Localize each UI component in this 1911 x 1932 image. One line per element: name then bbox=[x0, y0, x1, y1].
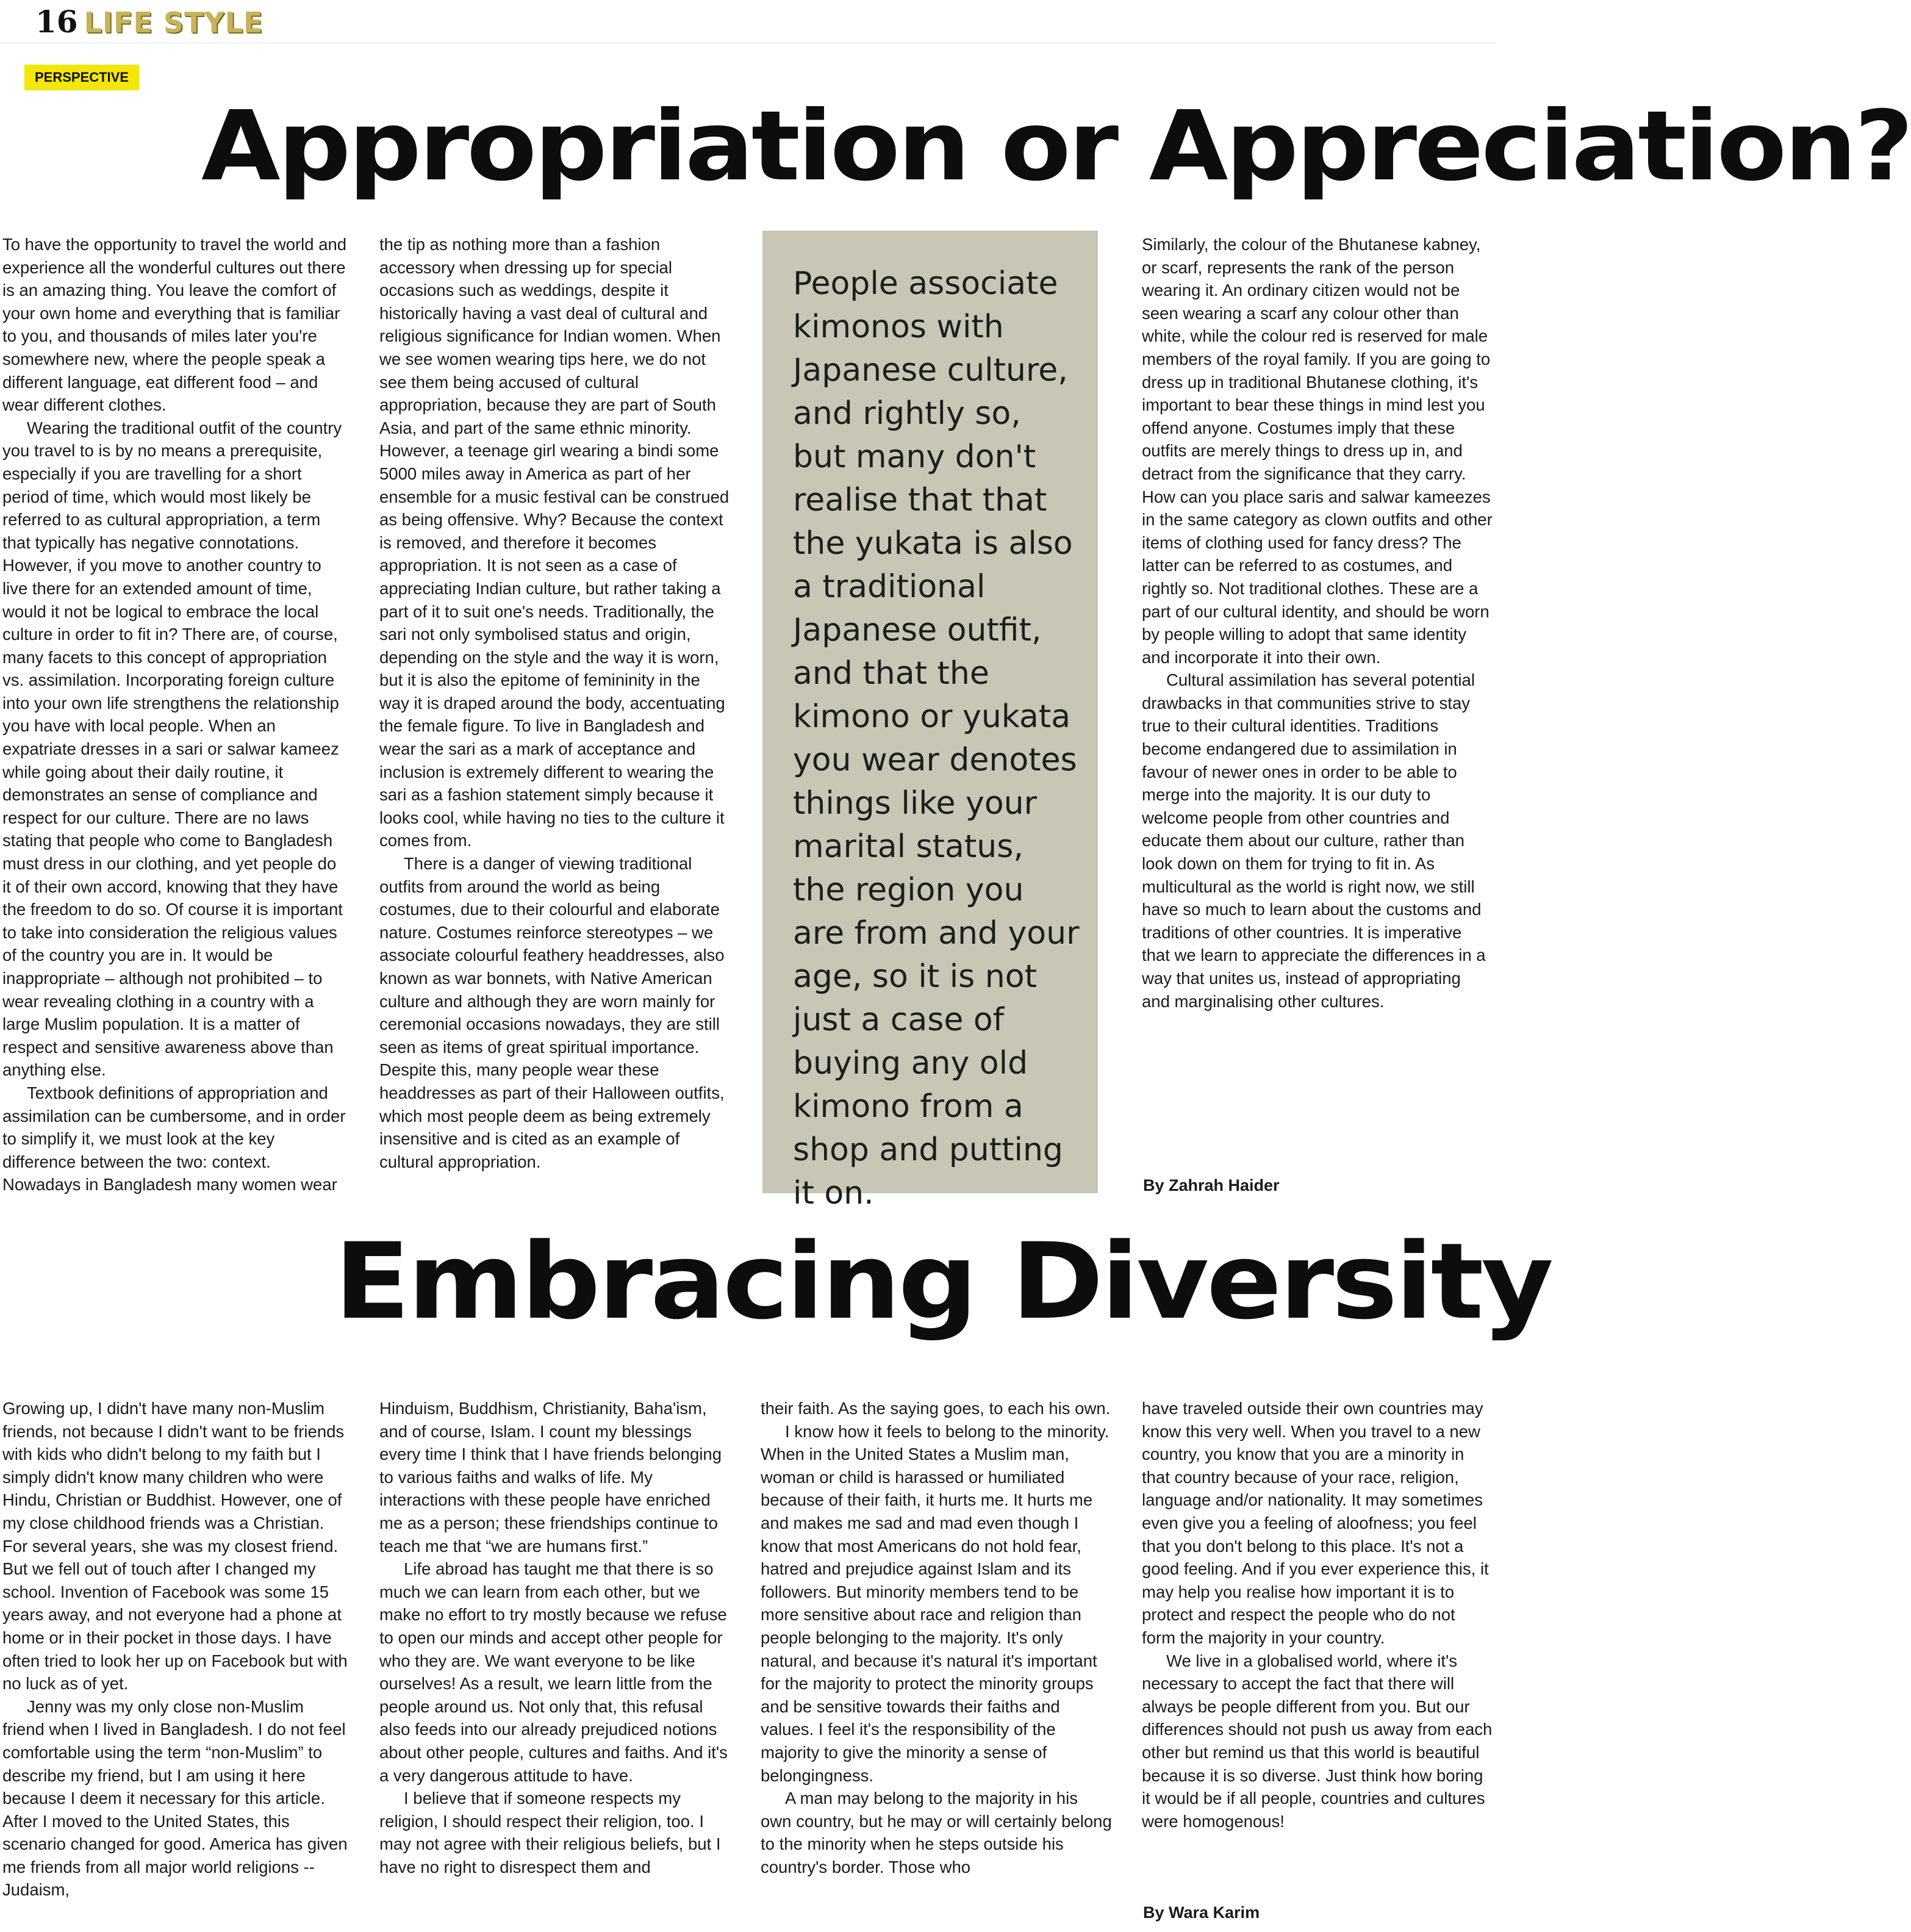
paragraph: Life abroad has taught me that there is so much we can learn from each other, but we make no effort to try mostly because we refuse to open our minds and accept other people for who they are. We want everyone to be like ourselves! As a result, we learn little from the people around us. Not only that, this refusal also feeds into our already prejudiced notions about other people, cultures and faiths. And it's a very dangerous attitude to have. bbox=[379, 1559, 728, 1785]
paragraph: We live in a globalised world, where it's necessary to accept the fact that there will always be people different from you. But our differences should not push us away from each other but remind us that this world is beautiful because it is so diverse. Just think how boring it would be if all people, countries and cultures were homogenous! bbox=[1142, 1651, 1493, 1831]
article1-column-1 bbox=[2, 233, 349, 1196]
paragraph: Textbook definitions of appropriation and assimilation can be cumbersome, and in order to simplify it, we must look at the key difference between the two: context. Nowadays in Bangladesh many women wear bbox=[2, 1083, 346, 1194]
article-headline: Embracing Diversity bbox=[334, 1220, 1552, 1343]
paragraph: Wearing the traditional outfit of the country you travel to is by no means a prerequisite, especially if you are travelling for a short period of time, which would most likely be referred to as cultural appropriation, a term that typically has negative connotations. However, if you move to another country to live there for an extended amount of time, would it not be logical to embrace the local culture in order to fit in? There are, of course, many facets to this concept of appropriation vs. assimilation. Incorporating foreign culture into your own life strengthens the relationship you have with local people. When an expatriate dresses in a sari or salwar kameez while going about their daily routine, it demonstrates an sense of compliance and respect for our culture. There are no laws stating that people who come to Bangladesh must dress in our clothing, and yet people do it of their own accord, knowing that they have the freedom to do so. Of course it is important to take into consideration the religious values of the country you are in. It would be inappropriate – although not prohibited – to wear revealing clothing in a country with a large Muslim population. It is a matter of respect and sensitive awareness above than anything else. bbox=[2, 418, 343, 1080]
article2-column-1 bbox=[2, 1397, 349, 1901]
section-name: LIFE STYLE bbox=[84, 6, 264, 39]
paragraph: A man may belong to the majority in his own country, but he may or will certainly belong to the minority when he steps outside his country's border. Those who bbox=[761, 1789, 1112, 1876]
paragraph: I know how it feels to belong to the minority. When in the United States a Muslim man, woman or child is harassed or humiliated because of their faith, it hurts me. It hurts me and makes me sad and mad even though I know that most Americans do not hold fear, hatred and prejudice against Islam and its followers. But minority members tend to be more sensitive about race and religion than people belonging to the majority. It's only natural, and because it's natural it's important for the majority to protect the minority groups and be sensitive towards their faiths and values. I feel it's the responsibility of the majority to give the minority a sense of belongingness. bbox=[761, 1421, 1110, 1785]
paragraph: the tip as nothing more than a fashion accessory when dressing up for special occasions such as weddings, despite it historically having a vast deal of cultural and religious significance for Indian women. When we see women wearing tips here, we do not see them being accused of cultural appropriation, because they are part of South Asia, and part of the same ethnic minority. However, a teenage girl wearing a bindi some 5000 miles away in America as part of her ensemble for a music festival can be construed as being offensive. Why? Because the context is removed, and therefore it becomes appropriation. It is not seen as a case of appreciating Indian culture, but rather taking a part of it to suit one's needs. Traditionally, the sari not only symbolised status and origin, depending on the style and the way it is worn, but it is also the epitome of femininity in the way it is draped around the body, accentuating the female figure. To live in Bangladesh and wear the sari as a mark of acceptance and inclusion is extremely different to wearing the sari as a fashion statement simply because it looks cool, while having no ties to the culture it comes from. bbox=[379, 235, 730, 850]
page-number: 16 bbox=[35, 4, 78, 40]
paragraph: Cultural assimilation has several potential drawbacks in that communities strive to stay true to their cultural identities. Traditions become endangered due to assimilation in favour of newer ones in order to be able to merge into the majority. It is our duty to welcome people from other countries and educate them about our culture, rather than look down on them for trying to fit in. As multicultural as the world is right now, we still have so much to learn about the customs and traditions of other countries. It is imperative that we learn to appreciate the differences in a way that unites us, instead of appropriating and marginalising other cultures. bbox=[1142, 670, 1486, 1011]
article1-column-2 bbox=[379, 233, 730, 1173]
article2-column-2 bbox=[379, 1397, 730, 1878]
article-headline: Appropriation or Appreciation? bbox=[201, 90, 1911, 203]
article2-column-4 bbox=[1142, 1397, 1493, 1833]
paragraph: Jenny was my only close non-Muslim friend when I lived in Bangladesh. I do not feel comfortable using the term “non-Muslim” to describe my friend, but I am using it here because I deem it necessary for this article. After I moved to the United States, this scenario changed for good. America has given me friends from all major world religions -- Judaism, bbox=[2, 1697, 348, 1900]
paragraph: To have the opportunity to travel the world and experience all the wonderful cultures out there is an amazing thing. You leave the comfort of your own home and everything that is familiar to you, and thousands of miles later you're somewhere new, where the people speak a different language, eat different food – and wear different clothes. bbox=[2, 235, 347, 415]
paragraph: their faith. As the saying goes, to each his own. bbox=[761, 1399, 1111, 1418]
article2-column-3 bbox=[761, 1397, 1112, 1878]
byline: By Wara Karim bbox=[1143, 1903, 1260, 1922]
pull-quote: People associate kimonos with Japanese culture, and rightly so, but many don't realise that that the yukata is also a traditional Japanese outfit, and that the kimono or yukata you wear denotes things like your marital status, the region you are from and your age, so it is not just a case of buying any old kimono from a shop and putting it on. bbox=[762, 231, 1098, 1193]
page-header bbox=[35, 4, 263, 40]
kicker-label: PERSPECTIVE bbox=[24, 65, 139, 90]
byline: By Zahrah Haider bbox=[1143, 1176, 1280, 1194]
paragraph: There is a danger of viewing traditional outfits from around the world as being costumes, due to their colourful and elaborate nature. Costumes reinforce stereotypes – we associate colourful feathery headdresses, also known as war bonnets, with Native American culture and although they are worn mainly for ceremonial occasions nowadays, they are still seen as items of great spiritual importance. Despite this, many people wear these headdresses as part of their Halloween outfits, which most people deem as being extremely insensitive and is cited as an example of cultural appropriation. bbox=[379, 854, 725, 1171]
paragraph: Similarly, the colour of the Bhutanese kabney, or scarf, represents the rank of the person wearing it. An ordinary citizen would not be seen wearing a scarf any colour other than white, while the colour red is reserved for male members of the royal family. If you are going to dress up in traditional Bhutanese clothing, it's important to bear these things in mind lest you offend anyone. Costumes imply that these outfits are merely things to dress up in, and detract from the significance that they carry. How can you place saris and salwar kameezes in the same category as clown outfits and other items of clothing used for fancy dress? The latter can be referred to as costumes, and rightly so. Not traditional clothes. These are a part of our cultural identity, and should be worn by people willing to adopt that same identity and incorporate it into their own. bbox=[1142, 235, 1493, 667]
paragraph: have traveled outside their own countries may know this very well. When you travel to a new country, you know that you are a minority in that country because of your race, religion, language and/or nationality. It may sometimes even give you a feeling of aloofness; you feel that you don't belong to this place. It's not a good feeling. And if you ever experience this, it may help you realise how important it is to protect and respect the people who do not form the majority in your country. bbox=[1142, 1399, 1489, 1647]
article1-column-4 bbox=[1142, 233, 1493, 1013]
paragraph: I believe that if someone respects my religion, I should respect their religion, too. I may not agree with their religious beliefs, but I have no right to disrespect them and bbox=[379, 1789, 721, 1876]
paragraph: Hinduism, Buddhism, Christianity, Baha'ism, and of course, Islam. I count my blessings every time I think that I have friends belonging to various faiths and walks of life. My interactions with these people have enriched me as a person; these friendships continue to teach me that “we are humans first.” bbox=[379, 1399, 722, 1556]
paragraph: Growing up, I didn't have many non-Muslim friends, not because I didn't want to be friends with kids who didn't belong to my faith but I simply didn't know many children who were Hindu, Christian or Buddhist. However, one of my close childhood friends was a Christian. For several years, she was my closest friend. But we fell out of touch after I changed my school. Invention of Facebook was some 15 years away, and not everyone had a phone at home or in their pocket in those days. I have often tried to look her up on Facebook but with no luck as of yet. bbox=[2, 1399, 348, 1693]
